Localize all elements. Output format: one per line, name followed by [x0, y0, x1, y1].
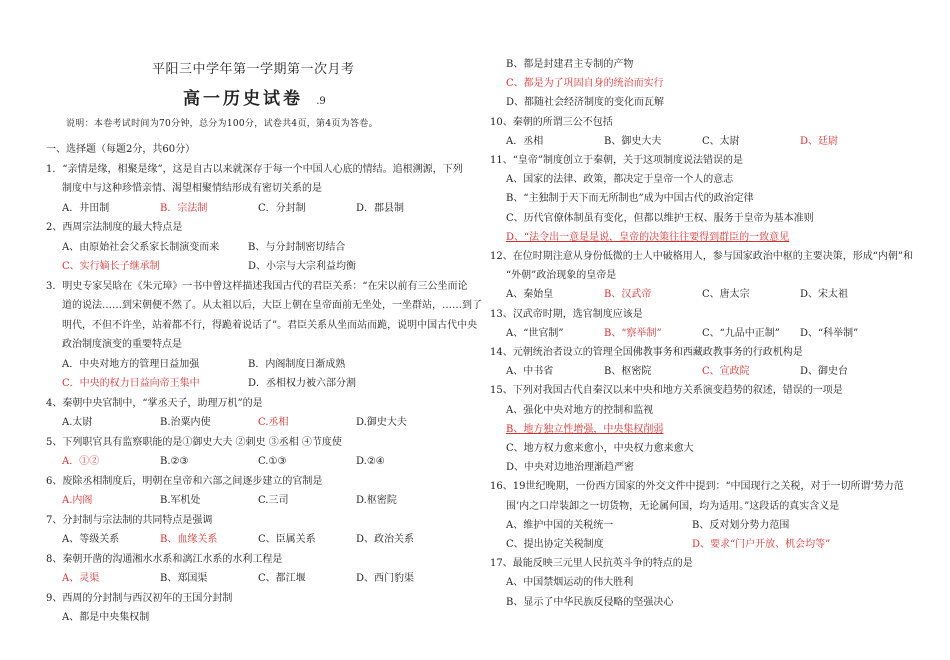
text-line: 围’内之口岸装卸之一切货物，无论属何国，均为适用。”这段话的真实含义是: [506, 500, 840, 512]
answer-option-marked: B．宗法制: [160, 202, 208, 214]
answer-option: A．中央对地方的管理日益加强: [62, 358, 200, 370]
text-line: A、强化中央对地方的控制和监视: [506, 404, 654, 416]
answer-option: D.②④: [356, 456, 385, 467]
answer-option: A、中书省: [506, 366, 554, 378]
answer-options-row: [506, 538, 878, 552]
text-line: D、中央对边地治理渐趋严密: [506, 462, 635, 474]
answer-line-marked: B、地方独立性增强，中央集权削弱: [506, 423, 664, 435]
text-line: 一、选择题（每题2分，共60分）: [46, 144, 196, 155]
text-line: 15、下列对我国古代自秦汉以来中央和地方关系演变趋势的叙述，错误的一项是: [490, 385, 843, 397]
text-line: 10、秦朝的所谓三公不包括: [490, 116, 613, 128]
answer-option: C、“九品中正制”: [702, 327, 780, 339]
answer-option: C、唐太宗: [702, 289, 750, 301]
answer-option-marked: A、灵渠: [62, 573, 100, 584]
answer-option: C、提出协定关税制度: [506, 539, 604, 550]
answer-line-marked: D、“法令出一意是是说，皇帝的决策往往要得到群臣的一致意见: [506, 231, 790, 243]
answer-option-marked: B、血缘关系: [160, 534, 218, 545]
answer-option: C、臣属关系: [258, 534, 316, 545]
answer-option: B、与分封制密切结合: [248, 241, 346, 253]
answer-option: A、维护中国的关税统一: [506, 519, 614, 531]
answer-option: D、小宗与大宗利益均衡: [248, 261, 357, 272]
answer-option: B.②③: [160, 456, 189, 467]
text-line: 4、秦朝中央官制中，“掌丞天子，助理万机”的是: [46, 397, 263, 409]
text-line: 7、分封制与宗法制的共同特点是强调: [46, 514, 213, 526]
text-line: C、历代官僚体制虽有变化，但都以维护王权、服务于皇帝为基本准则: [506, 212, 814, 224]
answer-option: A、等级关系: [62, 534, 120, 545]
answer-options-row: [506, 288, 898, 302]
answer-options-row: [506, 365, 898, 379]
answer-option: D、政治关系: [356, 534, 415, 545]
exam-title-row: [183, 88, 326, 113]
text-line: 6、废除丞相制度后，明朝在皇帝和六部之间逐步建立的官制是: [46, 475, 323, 487]
answer-option-marked: B、“察举制”: [604, 327, 662, 339]
answer-options-row: [62, 377, 434, 391]
answer-option: D、“科举制”: [800, 327, 859, 339]
answer-option: C、都江堰: [258, 573, 306, 584]
answer-option: A、秦始皇: [506, 289, 554, 301]
answer-option: A.太尉: [62, 417, 93, 428]
text-line: A、国家的法律、政策，都决定于皇帝一个人的意志: [506, 174, 734, 186]
exam-title-suffix: .9: [316, 96, 326, 107]
answer-option: A、“世官制”: [506, 327, 564, 339]
answer-options-row: [62, 455, 454, 469]
text-line: 17、最能反映三元里人民抗英斗争的特点的是: [490, 558, 693, 570]
text-line: 14、元朝统治者设立的管理全国佛教事务和西藏政教事务的行政机构是: [490, 347, 803, 358]
answer-option-marked: D、要求“门户开放、机会均等”: [692, 539, 831, 550]
text-line: D、都随社会经济制度的变化而瓦解: [506, 97, 665, 109]
text-line: 13、汉武帝时期，选官制度应该是: [490, 308, 643, 320]
answer-options-row: [62, 358, 434, 372]
answer-option: B.治粟内使: [160, 417, 211, 428]
answer-option: D．丞相权力被六部分割: [248, 378, 357, 389]
answer-option-marked: C、实行嫡长子继承制: [62, 261, 160, 272]
text-line: 2、西周宗法制度的最大特点是: [46, 222, 183, 233]
text-line: 12、在位时期注意从身份低微的士人中破格用人，参与国家政治中枢的主要决策，形成“内朝”和: [490, 251, 913, 262]
text-line: C、地方权力愈来愈小，中央权力愈来愈大: [506, 443, 694, 454]
school-title: 平阳三中学年第一学期第一次月考: [152, 62, 355, 77]
answer-option-marked: D、廷尉: [800, 135, 839, 147]
text-line: 8、秦朝开凿的沟通湘水水系和漓江水系的水利工程是: [46, 553, 283, 565]
answer-option: B、御史大夫: [604, 135, 662, 147]
answer-option: C．分封制: [258, 202, 306, 214]
answer-option: C、太尉: [702, 135, 740, 147]
exam-title: 高一历史试卷: [183, 89, 303, 109]
text-line: B、“主独制于天下而无所制也”成为中国古代的政治定律: [506, 193, 754, 205]
answer-option-marked: C．中央的权力日益向帝王集中: [62, 378, 200, 389]
answer-option: C.三司: [258, 495, 289, 506]
text-line: 明代，不但不许坐，站着都不行，得跪着说话了”。君臣关系从坐而站而跪，说明中国古代中央: [62, 319, 478, 331]
answer-option: A．丞相: [506, 135, 544, 147]
answer-options-row: [62, 572, 454, 586]
text-line: 9、西周的分封制与西汉初年的王国分封制: [46, 592, 233, 604]
text-line: 政治制度演变的重要特点是: [62, 339, 182, 350]
answer-options-row: [62, 260, 434, 274]
text-line: “外朝”政治现象的皇帝是: [506, 270, 617, 282]
exam-instructions: 说明：本卷考试时间为70分钟，总分为100分，试卷共4页，第4页为答卷。: [66, 119, 378, 129]
answer-option: D.枢密院: [356, 495, 397, 506]
answer-option: D、西门豹渠: [356, 573, 415, 584]
answer-option: B、郑国渠: [160, 573, 208, 584]
answer-option-marked: A．①②: [62, 456, 100, 467]
answer-options-row: [62, 494, 454, 508]
text-line: 制度中与这种珍惜亲情、渴望相聚情结形成有密切关系的是: [62, 183, 322, 194]
answer-option: D、宋太祖: [800, 289, 849, 301]
text-line: A、都是中央集权制: [62, 612, 150, 623]
answer-options-row: [506, 519, 878, 533]
answer-line-marked: C、都是为了巩固自身的统治而实行: [506, 78, 664, 90]
text-line: 3．明史专家吴晗在《朱元璋》一书中曾这样描述我国古代的君臣关系：“在宋以前有三公坐而论: [46, 280, 468, 292]
answer-option-marked: A.内阁: [62, 495, 93, 506]
text-line: 5、下列职官具有监察职能的是①御史大夫 ②刺史 ③丞相 ④节度使: [46, 436, 342, 448]
answer-option-marked: C.丞相: [258, 417, 289, 428]
answer-option: B、枢密院: [604, 366, 652, 378]
answer-options-row: [506, 135, 898, 149]
text-line: 11、“皇帝”制度创立于秦朝，关于这项制度说法错误的是: [490, 155, 743, 166]
answer-option: B.军机处: [160, 495, 201, 506]
answer-option: D、御史台: [800, 366, 849, 378]
answer-option-marked: B、汉武帝: [604, 289, 652, 301]
answer-option-marked: C、宣政院: [702, 366, 750, 378]
answer-options-row: [62, 202, 454, 216]
answer-options-row: [62, 241, 434, 255]
text-line: 16、19世纪晚期，一份西方国家的外交文件中提到：“中国现行之关税，对于一切所谓‘势力范: [490, 481, 904, 493]
text-line: A、中国禁烟运动的伟大胜利: [506, 577, 634, 589]
answer-options-row: [506, 327, 898, 341]
text-line: 道的说法……到宋朝便不然了。从太祖以后，大臣上朝在皇帝面前无坐处，一坐群站，……到了: [62, 300, 482, 311]
answer-options-row: [62, 533, 454, 547]
text-line: 1．“亲情是缘，相聚是缘”，这是自古以来就深存于每一个中国人心底的情结。追根溯源，下列: [46, 163, 463, 175]
answer-option: C.①③: [258, 456, 287, 467]
text-line: B、都是封建君主专制的产物: [506, 59, 634, 70]
text-line: B、显示了中华民族反侵略的坚强决心: [506, 596, 674, 608]
answer-option: D.御史大夫: [356, 417, 407, 428]
answer-option: D．郡县制: [356, 202, 405, 214]
answer-option: A、由原始社会父系家长制演变而来: [62, 241, 220, 253]
answer-option: B、反对划分势力范围: [692, 519, 790, 531]
answer-options-row: [62, 416, 454, 430]
answer-option: A．井田制: [62, 202, 110, 214]
answer-option: B．内阁制度日渐成熟: [248, 358, 346, 370]
